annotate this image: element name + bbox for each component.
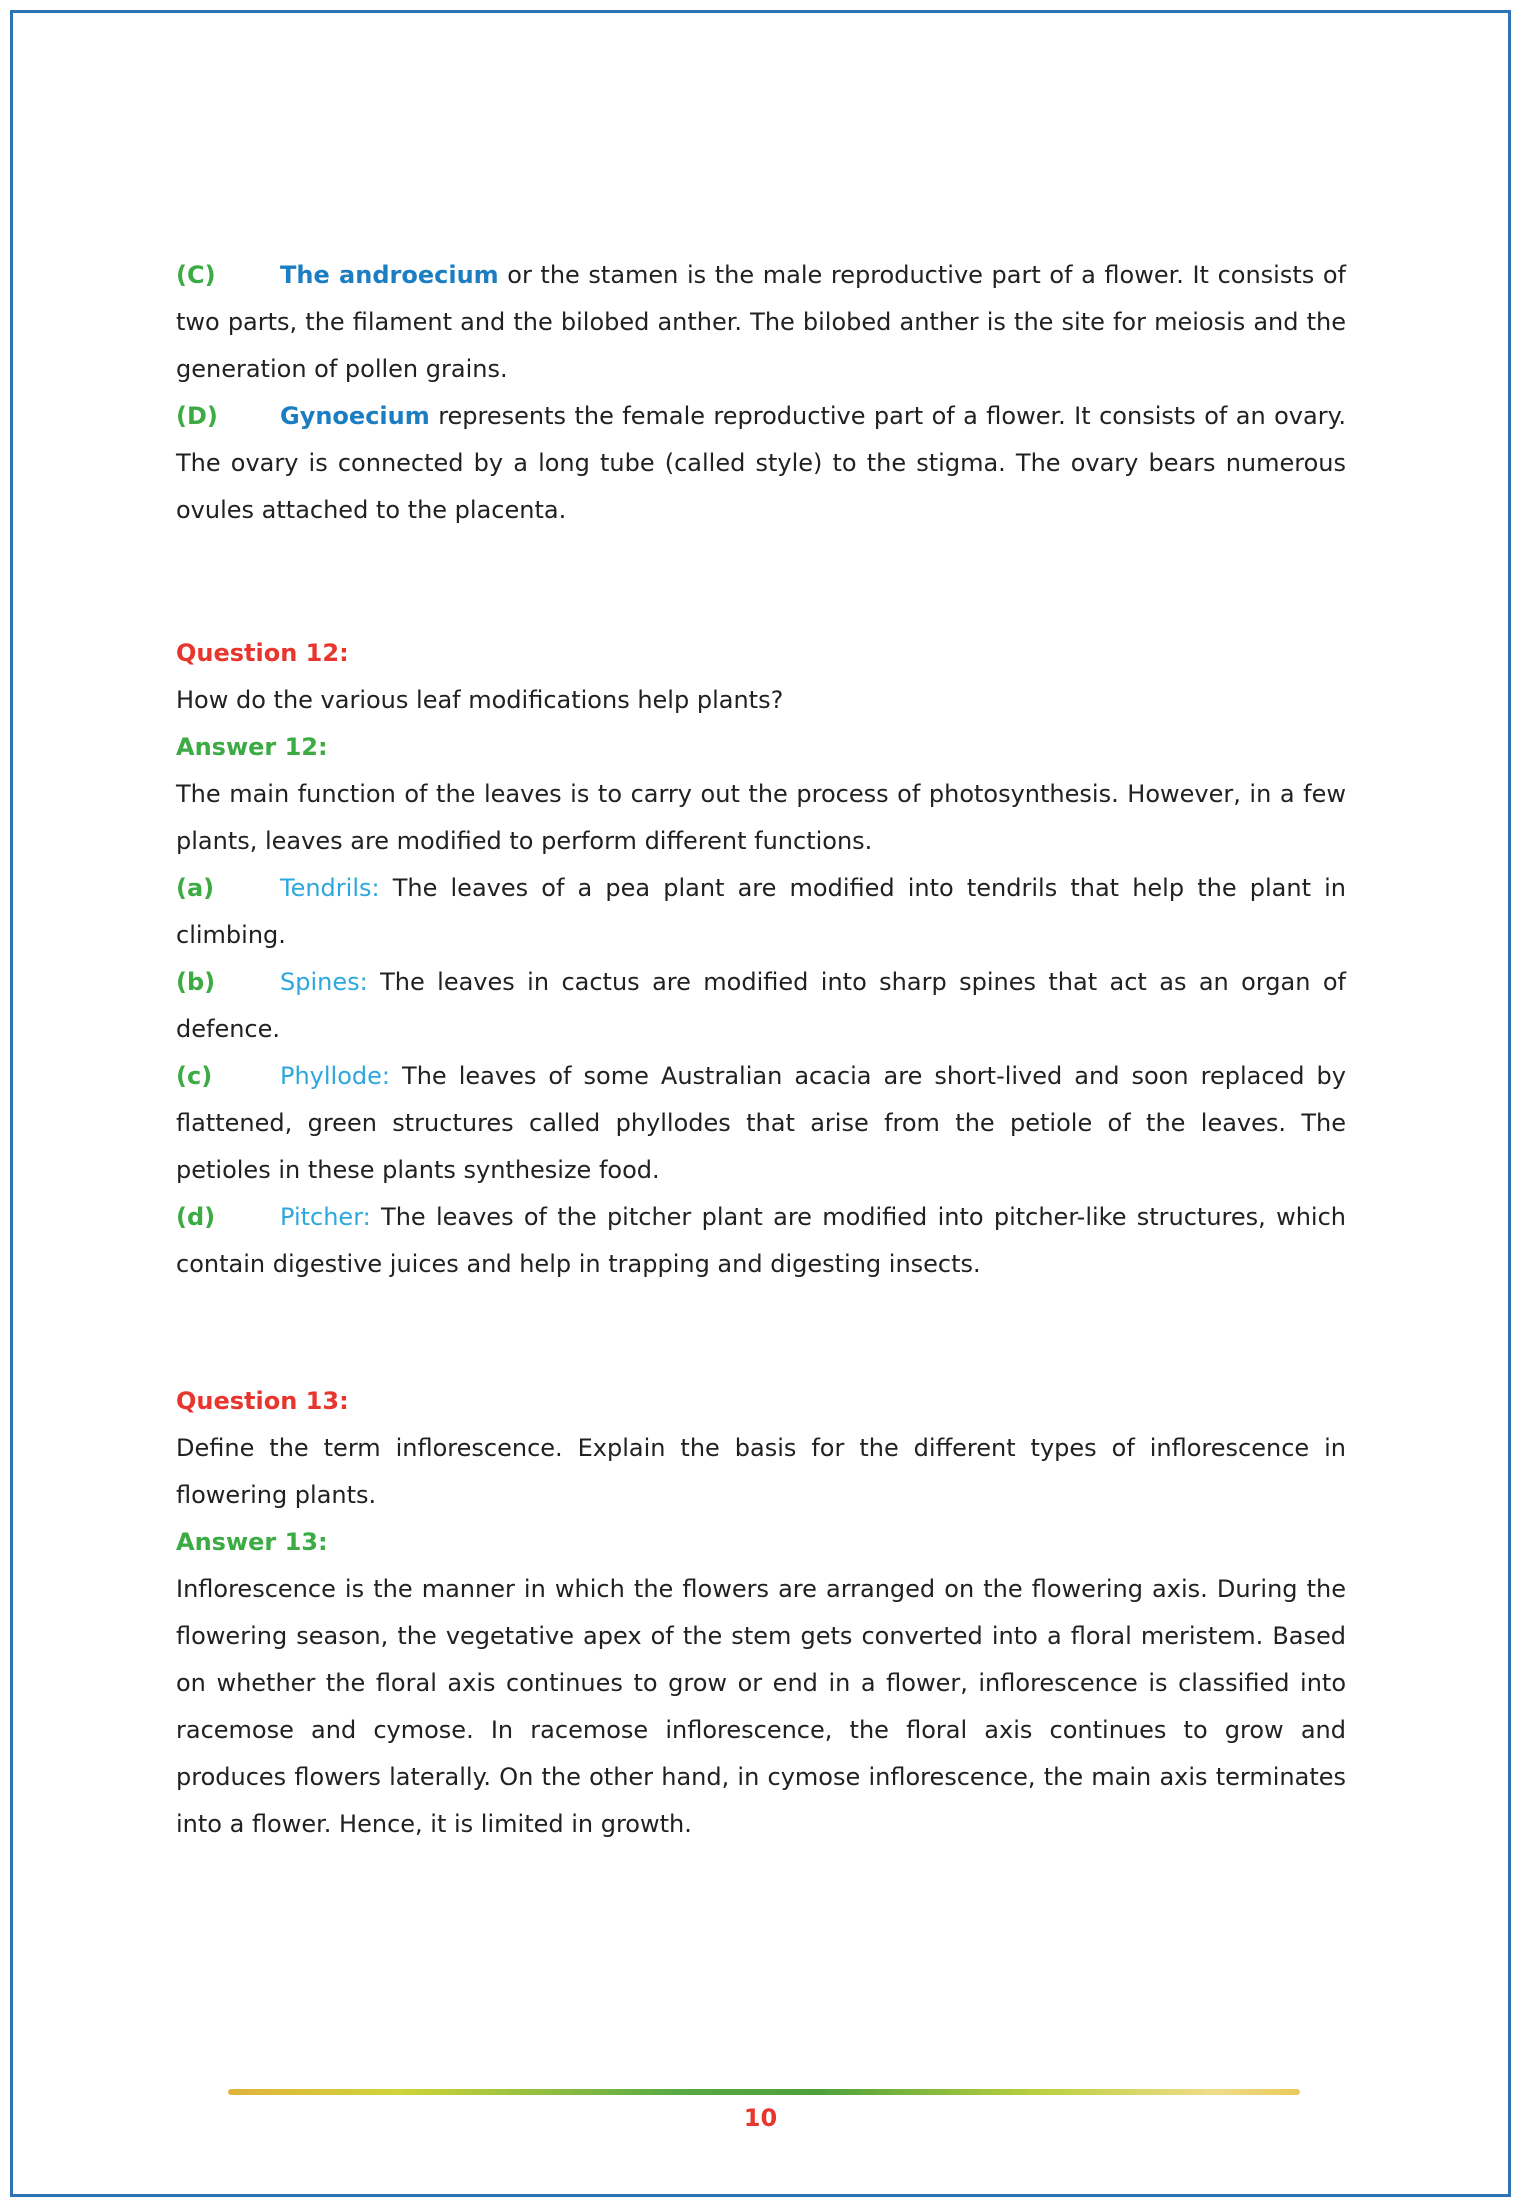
answer-12-intro: The main function of the leaves is to carry out the process of photosynthesis. However, in a few plants, leaves are modified to perform different functions. bbox=[176, 780, 1346, 855]
page-content bbox=[176, 252, 1346, 1848]
page-number: 10 bbox=[743, 2104, 778, 2132]
answer-item-spines bbox=[176, 959, 1346, 1053]
footer-divider bbox=[228, 2089, 1300, 2095]
answer-13-text: Inflorescence is the manner in which the flowers are arranged on the flowering axis. During the flowering season, the vegetative apex of the stem gets converted into a floral meristem. Based on whether the floral axis continues to grow or end in a flower, inflorescence is classified into racemose and cymose. In racemose inflorescence, the floral axis continues to grow and produces flowers laterally. On the other hand, in cymose inflorescence, the main axis terminates into a flower. Hence, it is limited in growth. bbox=[176, 1575, 1346, 1838]
paragraph-text: represents the female reproductive part of a flower. It consists of an ovary. The ovary is connected by a long tube (called style) to the stigma. The ovary bears numerous ovules attached to the placenta. bbox=[176, 402, 1346, 524]
item-text: The leaves in cactus are modified into sharp spines that act as an organ of defence. bbox=[176, 968, 1346, 1043]
item-label: (d) bbox=[176, 1203, 216, 1231]
answer-item-pitcher bbox=[176, 1194, 1346, 1288]
answer-item-phyllode bbox=[176, 1053, 1346, 1194]
item-text: The leaves of the pitcher plant are modified into pitcher-like structures, which contain digestive juices and help in trapping and digesting insects. bbox=[176, 1203, 1346, 1278]
item-label: (b) bbox=[176, 968, 216, 996]
item-term: Pitcher: bbox=[280, 1203, 371, 1231]
item-label: (a) bbox=[176, 874, 215, 902]
item-text: The leaves of a pea plant are modified into tendrils that help the plant in climbing. bbox=[176, 874, 1346, 949]
answer-13-heading: Answer 13: bbox=[176, 1528, 328, 1556]
paragraph-label: (C) bbox=[176, 261, 216, 289]
paragraph-text: or the stamen is the male reproductive part of a flower. It consists of two parts, the filament and the bilobed anther. The bilobed anther is the site for meiosis and the generation of pollen grains. bbox=[176, 261, 1346, 383]
answer-item-tendrils bbox=[176, 865, 1346, 959]
question-13-text: Define the term inflorescence. Explain the basis for the different types of inflorescence in flowering plants. bbox=[176, 1434, 1346, 1509]
term-gynoecium: Gynoecium bbox=[280, 402, 430, 430]
term-androecium: The androecium bbox=[280, 261, 499, 289]
question-13-heading: Question 13: bbox=[176, 1387, 349, 1415]
question-12-text: How do the various leaf modifications help plants? bbox=[176, 686, 784, 714]
paragraph-gynoecium bbox=[176, 393, 1346, 534]
item-term: Spines: bbox=[280, 968, 368, 996]
paragraph-androecium bbox=[176, 252, 1346, 393]
item-text: The leaves of some Australian acacia are short-lived and soon replaced by flattened, green structures called phyllodes that arise from the petiole of the leaves. The petioles in these plants synthesize food. bbox=[176, 1062, 1346, 1184]
item-label: (c) bbox=[176, 1062, 213, 1090]
item-term: Phyllode: bbox=[280, 1062, 390, 1090]
paragraph-label: (D) bbox=[176, 402, 218, 430]
answer-12-heading: Answer 12: bbox=[176, 733, 328, 761]
question-12-heading: Question 12: bbox=[176, 639, 349, 667]
item-term: Tendrils: bbox=[280, 874, 380, 902]
